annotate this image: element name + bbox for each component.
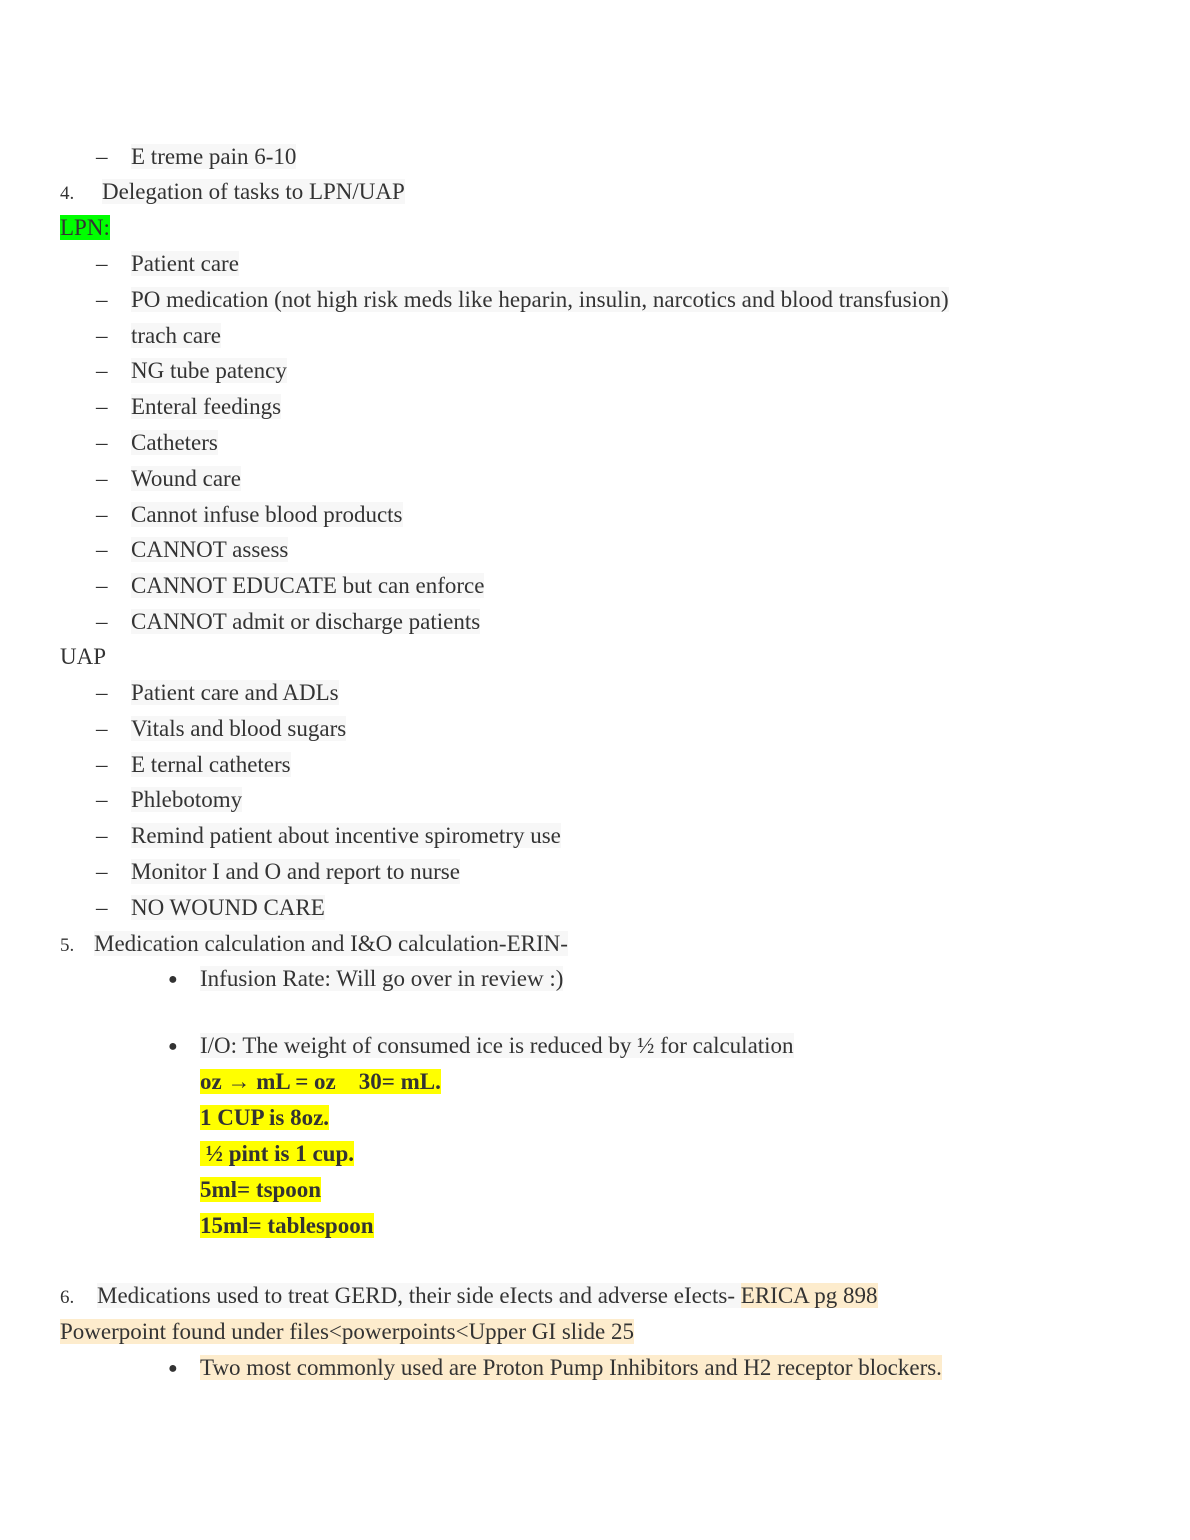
dash-icon: – [96, 465, 108, 491]
list-item [96, 286, 949, 314]
list-item [96, 608, 480, 636]
section-number: 5. [60, 935, 75, 956]
list-item [96, 250, 239, 278]
uap-heading-text: UAP [60, 644, 107, 669]
list-item-text: NG tube patency [131, 358, 287, 384]
bullet-item [168, 965, 563, 994]
dash-icon: – [96, 715, 108, 741]
conversion-item [200, 1176, 321, 1204]
dash-icon: – [96, 751, 108, 777]
list-item [96, 322, 221, 350]
conversion-text: 1 CUP is 8oz. [200, 1105, 330, 1130]
bullet-item [168, 1032, 794, 1061]
bullet-text: Two most commonly used are Proton Pump Inhibitors and H2 receptor blockers. [200, 1355, 942, 1380]
dash-icon: – [96, 823, 108, 849]
reference-line [60, 1318, 634, 1346]
section-title: Medication calculation and I&O calculation-ERIN- [94, 931, 568, 956]
dash-icon: – [96, 394, 108, 420]
lpn-heading [60, 214, 110, 242]
section-title: Medications used to treat GERD, their side eIects and adverse eIects- [97, 1283, 741, 1308]
list-item [96, 572, 484, 600]
section-6-heading [60, 1282, 878, 1312]
list-item-text: Cannot infuse blood products [131, 501, 403, 527]
list-item [96, 143, 296, 171]
reference-text: ERICA pg 898 [740, 1283, 878, 1308]
list-item-text: Catheters [131, 430, 218, 455]
list-item-text: E treme pain 6-10 [131, 144, 297, 169]
conversion-text: 15ml= tablespoon [200, 1213, 374, 1238]
list-item-text: CANNOT admit or discharge patients [131, 609, 481, 634]
list-item-text: trach care [131, 322, 222, 348]
list-item-text: E ternal catheters [131, 751, 291, 777]
dash-icon: – [96, 358, 108, 384]
reference-text: Powerpoint found under files<powerpoints<Upper GI slide 25 [60, 1319, 635, 1344]
list-item [96, 679, 339, 707]
conversion-text: ½ pint is 1 cup. [200, 1141, 355, 1166]
conversion-text: oz → mL = oz 30= mL. [200, 1069, 441, 1094]
dash-icon: – [96, 787, 108, 813]
list-item [96, 751, 291, 779]
list-item [96, 786, 242, 814]
dash-icon: – [96, 322, 108, 348]
bullet-icon: ● [168, 971, 178, 988]
bullet-text: I/O: The weight of consumed ice is reduced by ½ for calculation [200, 1033, 794, 1058]
dash-icon: – [96, 251, 108, 276]
list-item [96, 393, 281, 421]
list-item-text: Enteral feedings [131, 394, 282, 420]
list-item [96, 822, 561, 850]
list-item-text: Phlebotomy [131, 787, 243, 813]
list-item [96, 715, 346, 743]
section-number: 6. [60, 1287, 75, 1308]
uap-heading [60, 643, 106, 671]
dash-icon: – [96, 894, 108, 920]
list-item-text: Monitor I and O and report to nurse [131, 859, 460, 884]
dash-icon: – [96, 501, 108, 527]
dash-icon: – [96, 859, 108, 884]
list-item-text: Wound care [131, 465, 241, 491]
list-item-text: NO WOUND CARE [131, 894, 325, 920]
bullet-icon: ● [168, 1038, 178, 1055]
conversion-text: 5ml= tspoon [200, 1177, 322, 1202]
dash-icon: – [96, 430, 108, 455]
list-item-text: PO medication (not high risk meds like heparin, insulin, narcotics and blood transfusion) [131, 286, 949, 312]
list-item-text: Vitals and blood sugars [131, 715, 347, 741]
list-item [96, 429, 218, 457]
list-item-text: CANNOT EDUCATE but can enforce [131, 573, 485, 599]
dash-icon: – [96, 286, 108, 312]
dash-icon: – [96, 573, 108, 599]
list-item-text: Patient care [131, 251, 239, 276]
dash-icon: – [96, 537, 108, 563]
section-number: 4. [60, 183, 75, 204]
list-item [96, 536, 288, 564]
bullet-item [168, 1354, 942, 1383]
list-item [96, 465, 241, 493]
list-item [96, 501, 403, 529]
list-item [96, 357, 287, 385]
lpn-heading-text: LPN: [60, 215, 110, 240]
section-5-heading [60, 930, 568, 960]
conversion-item [200, 1104, 329, 1132]
list-item-text: Remind patient about incentive spirometry use [131, 823, 561, 849]
dash-icon: – [96, 680, 108, 705]
conversion-item [200, 1140, 354, 1168]
dash-icon: – [96, 609, 108, 634]
section-4-heading [60, 178, 405, 208]
section-title: Delegation of tasks to LPN/UAP [102, 179, 405, 204]
bullet-text: Infusion Rate: Will go over in review :) [200, 966, 564, 991]
conversion-item [200, 1068, 441, 1096]
dash-icon: – [96, 144, 108, 169]
list-item-text: Patient care and ADLs [131, 680, 339, 705]
list-item [96, 894, 325, 922]
conversion-item [200, 1212, 374, 1240]
list-item [96, 858, 460, 886]
bullet-icon: ● [168, 1360, 178, 1377]
list-item-text: CANNOT assess [131, 537, 289, 563]
